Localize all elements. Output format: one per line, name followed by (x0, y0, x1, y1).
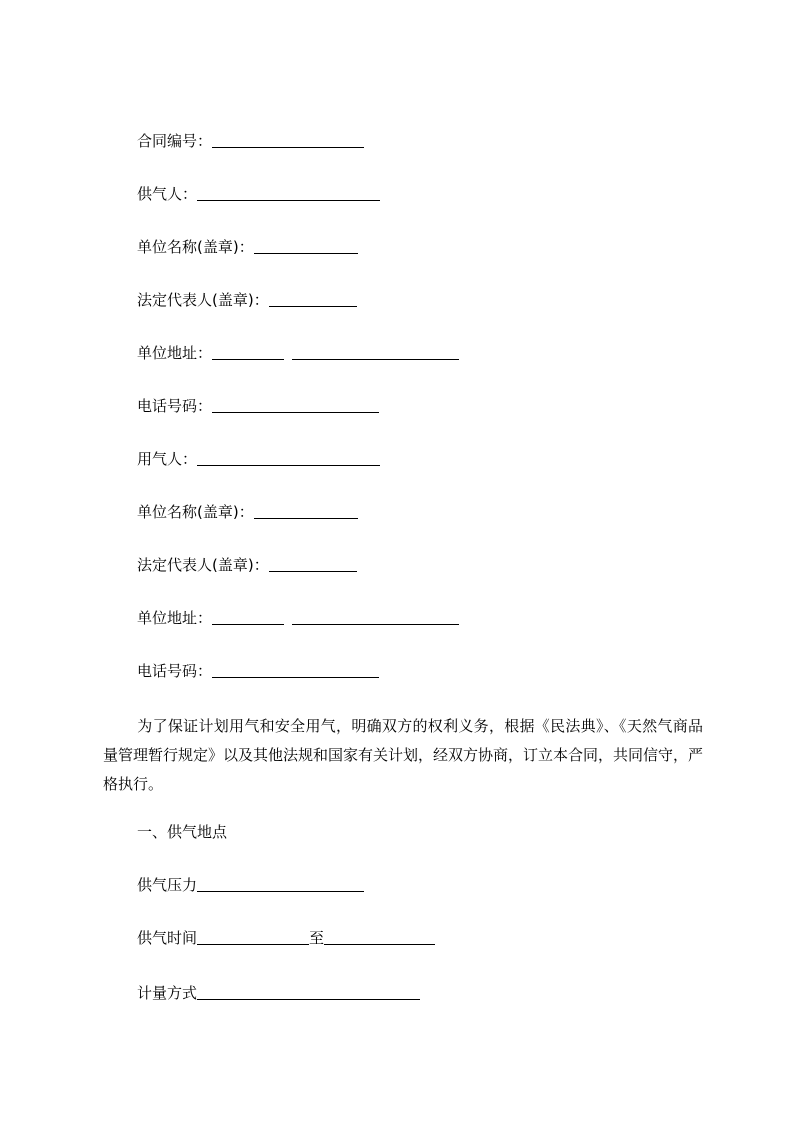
user-phone-label: 电话号码： (137, 662, 213, 680)
section-1-heading-text: 一、供气地点 (137, 823, 228, 841)
user-unit-name-line (137, 502, 358, 522)
user-address-blank-1[interactable] (212, 610, 284, 625)
supplier-legal-rep-line (137, 290, 357, 310)
preamble-text: 为了保证计划用气和安全用气，明确双方的权利义务，根据《民法典》、《天然气商品量管理暂行规定》以及其他法规和国家有关计划，经双方协商，订立本合同，共同信守，严格执行。 (103, 717, 704, 793)
user-address-blank-2[interactable] (292, 610, 459, 625)
user-address-label: 单位地址： (137, 609, 213, 627)
user-address-line (137, 608, 459, 628)
user-line (137, 449, 380, 469)
supplier-phone-blank[interactable] (212, 398, 379, 413)
contract-number-label: 合同编号： (137, 132, 213, 150)
section-1-heading (137, 822, 227, 842)
contract-number-blank[interactable] (212, 133, 364, 148)
supply-time-end-blank[interactable] (324, 930, 435, 945)
supply-time-start-blank[interactable] (197, 930, 309, 945)
supplier-phone-line (137, 396, 379, 416)
supply-pressure-blank[interactable] (197, 877, 364, 892)
supply-pressure-line (137, 875, 364, 895)
metering-method-line (137, 983, 420, 1003)
supplier-unit-name-blank[interactable] (254, 239, 358, 254)
user-unit-name-label: 单位名称(盖章)： (137, 503, 254, 521)
contract-number-line (137, 131, 364, 151)
user-legal-rep-blank[interactable] (269, 557, 357, 572)
supplier-unit-name-line (137, 237, 358, 257)
user-unit-name-blank[interactable] (254, 504, 358, 519)
supplier-unit-name-label: 单位名称(盖章)： (137, 238, 254, 256)
user-legal-rep-line (137, 555, 357, 575)
supplier-line (137, 184, 380, 204)
supply-time-label: 供气时间 (137, 929, 198, 947)
supplier-address-blank-2[interactable] (292, 345, 459, 360)
metering-method-blank[interactable] (197, 985, 420, 1000)
user-phone-blank[interactable] (212, 663, 379, 678)
supply-pressure-label: 供气压力 (137, 876, 198, 894)
user-blank[interactable] (197, 451, 380, 466)
supplier-legal-rep-blank[interactable] (269, 292, 357, 307)
supplier-legal-rep-label: 法定代表人(盖章)： (137, 291, 269, 309)
supplier-phone-label: 电话号码： (137, 397, 213, 415)
supplier-address-line (137, 343, 459, 363)
user-legal-rep-label: 法定代表人(盖章)： (137, 556, 269, 574)
supplier-blank[interactable] (197, 186, 380, 201)
metering-method-label: 计量方式 (137, 984, 198, 1002)
supply-time-to: 至 (309, 929, 325, 947)
supplier-label: 供气人： (137, 185, 198, 203)
user-label: 用气人： (137, 450, 198, 468)
preamble-paragraph (103, 712, 703, 799)
supplier-address-label: 单位地址： (137, 344, 213, 362)
supplier-address-blank-1[interactable] (212, 345, 284, 360)
supply-time-line (137, 928, 435, 948)
user-phone-line (137, 661, 379, 681)
